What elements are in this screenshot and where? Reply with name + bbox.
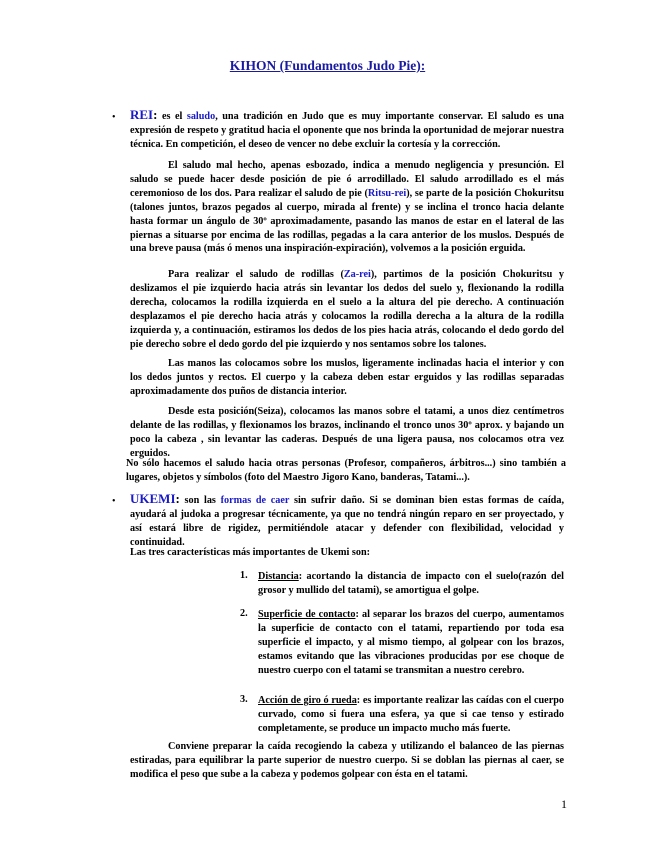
ukemi-paragraph: [130, 492, 564, 550]
list-item-number: 3.: [240, 694, 248, 705]
paragraph-ritsu-rei: [130, 159, 564, 256]
rei-text-1: es el: [157, 111, 187, 122]
item-label: Acción de giro ó rueda: [258, 695, 357, 706]
p3-text-a: Para realizar el saludo de rodillas (: [168, 269, 344, 280]
saludo-link[interactable]: saludo: [186, 111, 216, 122]
item-text: : al separar los brazos del cuerpo, aumentamos la superficie de contacto con el tatami, repartiendo por toda esa superficie el impacto, y al mismo tiempo, al golpear con los brazos, estamos evitando que las vibraciones producidas por ese choque de nuestro cuerpo con el tatami se transmitan a nuestro cerebro.: [258, 609, 564, 676]
paragraph-conviene: Conviene preparar la caída recogiendo la cabeza y utilizando el balanceo de las piernas estiradas, para equilibrar la parte superior de nuestro cuerpo. Si se doblan las piernas al caer, se modifica el peso que sube a la cabeza y podemos golpear con ésta en el tatami.: [130, 741, 564, 780]
bullet-ukemi: •: [112, 496, 116, 507]
list-item-giro: [258, 694, 564, 736]
paragraph-seiza: Desde esta posición(Seiza), colocamos las manos sobre el tatami, a unos diez centímetros delante de las rodillas, y flexionamos los brazos, inclinando el tronco unos 30º aprox. y bajando un poco la cabeza , sin levantar las caderas. Después de una ligera pausa, nos colocamos otra vez erguidos.: [130, 406, 564, 459]
rei-colon: :: [153, 107, 158, 122]
ukemi-text-2: sin sufrir daño. Si se dominan bien estas formas de caída, ayudará al judoka a progresar técnicamente, ya que no tendrá ningún reparo en ser proyectado, y así estará libre de rigidez, permitiéndole atacar y defender con flexibilidad, velocidad y continuidad.: [130, 495, 564, 548]
za-rei-term: Za-rei: [343, 269, 371, 280]
rei-text-2: , una tradición en Judo que es muy importante conservar. El saludo es una expresión de respeto y gratitud hacia el oponente que nos brinda la oportunidad de mejorar nuestra técnica. En competición, el deseo de vencer no debe excluir la cortesía y la corrección.: [130, 111, 564, 150]
ritsu-rei-term: Ritsu-rei: [367, 187, 407, 199]
page-title: KIHON (Fundamentos Judo Pie):: [229, 58, 426, 73]
page-number: 1: [561, 797, 567, 811]
p2-text-b: ), se parte de la posición Chokuritsu (talones juntos, brazos pegados al cuerpo, mirada al frente) y se inclina el tronco hacia delante hasta formar un ángulo de 30º aproximadamente, pasando las manos de estar en el lateral de las piernas a situarse por encima de las rodillas, pegadas a la cara anterior de los muslos. Después de una breve pausa (más ó menos una inspiración-expiración), volvemos a la posición erguida.: [130, 187, 564, 255]
rei-paragraph: [130, 108, 564, 152]
formas-de-caer-link[interactable]: formas de caer: [220, 495, 290, 506]
item-label: Superficie de contacto: [258, 609, 356, 620]
p2-text-a: El saludo mal hecho, apenas esbozado, indica a menudo negligencia y presunción. El saludo se puede hacer desde posición de pie ó arrodillado. El saludo arrodillado es el más ceremonioso de los dos. Para realizar el saludo de pie (: [130, 160, 564, 199]
ukemi-intro: Las tres características más importantes de Ukemi son:: [130, 547, 371, 558]
paragraph-za-rei: [130, 268, 564, 351]
paragraph-saludo-objetos: No sólo hacemos el saludo hacia otras personas (Profesor, compañeros, árbitros...) sino también a lugares, objetos y símbolos (foto del Maestro Jigoro Kano, banderas, Tatami...).: [126, 458, 566, 483]
list-item-number: 2.: [240, 608, 248, 619]
list-item-superficie: [258, 608, 564, 678]
list-item-number: 1.: [240, 570, 248, 581]
p3-text-b: ), partimos de la posición Chokuritsu y deslizamos el pie izquierdo hacia atrás sin levantar los dedos del suelo y, flexionando la rodilla derecha, colocamos la rodilla izquierda en el suelo a la altura del pie derecho. A continuación desplazamos el pie derecho hacia atrás y colocamos la rodilla derecha a la altura de la rodilla izquierda y, a continuación, estiramos los dedos de los pies hacia atrás, colocando el dedo gordo del pie derecho sobre el dedo gordo del pie izquierdo y nos sentamos sobre los talones.: [130, 269, 564, 350]
list-item-distancia: [258, 570, 564, 598]
paragraph-manos: Las manos las colocamos sobre los muslos, ligeramente inclinadas hacia el interior y con los dedos juntos y rectos. El cuerpo y la cabeza deben estar erguidos y las rodillas separadas aproximadamente dos puños de distancia interior.: [130, 358, 564, 397]
bullet-rei: •: [112, 112, 116, 123]
ukemi-term: UKEMI: [130, 491, 176, 506]
item-text: : es importante realizar las caídas con el cuerpo curvado, como si fuera una esfera, ya que si cae tenso y estirado completamente, se produce un impacto mucho más fuerte.: [258, 695, 564, 734]
rei-term: REI: [130, 107, 154, 122]
item-label: Distancia: [258, 571, 299, 582]
item-text: : acortando la distancia de impacto con el suelo(razón del grosor y mullido del tatami), se amortigua el golpe.: [258, 571, 564, 596]
ukemi-text-1: son las: [179, 495, 221, 506]
ukemi-colon: :: [175, 491, 180, 506]
